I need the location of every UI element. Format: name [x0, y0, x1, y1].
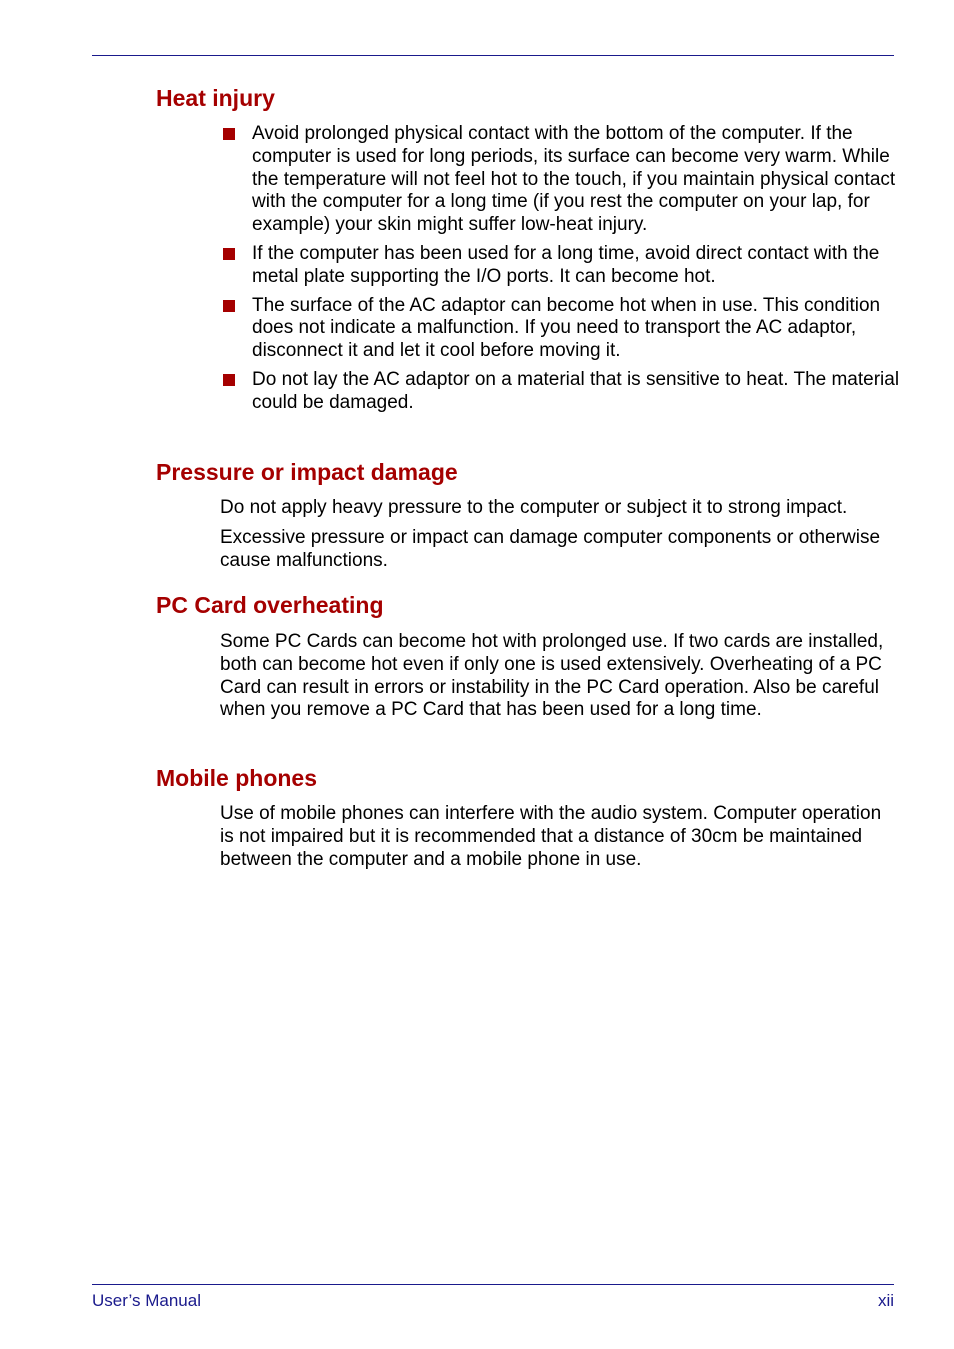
footer-rule: [92, 1284, 894, 1285]
square-bullet-icon: [223, 300, 235, 312]
section-heading-mobile-phones: Mobile phones: [156, 765, 317, 791]
bullet-text: The surface of the AC adaptor can become hot when in use. This condition does not indicate a malfunction. If you need to transport the AC adaptor, disconnect it and let it cool before moving it.: [252, 294, 881, 362]
bullet-text: If the computer has been used for a long time, avoid direct contact with the metal plate supporting the I/O ports. It can become hot.: [252, 242, 880, 287]
footer-manual-title: User’s Manual: [92, 1291, 201, 1310]
square-bullet-icon: [223, 128, 235, 140]
paragraph: Excessive pressure or impact can damage computer components or otherwise cause malfunctions.: [220, 526, 881, 571]
bullet-text: Do not lay the AC adaptor on a material that is sensitive to heat. The material could be damaged.: [252, 368, 900, 413]
list-item: [220, 295, 900, 363]
bullet-text: Avoid prolonged physical contact with the bottom of the computer. If the computer is used for long periods, its surface can become very warm. While the temperature will not feel hot to the touch, if you maintain physical contact with the computer for a long time (if you rest the computer on your lap, for example) your skin might suffer low-heat injury.: [252, 123, 896, 236]
mobile-phones-body: [220, 803, 900, 878]
square-bullet-icon: [223, 248, 235, 260]
section-heading-pc-card-overheating: PC Card overheating: [156, 592, 384, 618]
section-heading-heat-injury: Heat injury: [156, 85, 275, 111]
paragraph: Use of mobile phones can interfere with the audio system. Computer operation is not impaired but it is recommended that a distance of 30cm be maintained between the computer and a mobile phone in use.: [220, 803, 882, 870]
square-bullet-icon: [223, 374, 235, 386]
list-item: [220, 243, 900, 289]
pc-card-overheating-body: [220, 631, 900, 729]
footer-page-number: xii: [877, 1291, 894, 1310]
header-rule: [92, 55, 894, 56]
list-item: [220, 123, 900, 237]
pressure-damage-body: [220, 497, 900, 579]
list-item: [220, 369, 900, 415]
heat-injury-list: [220, 123, 900, 421]
paragraph: Some PC Cards can become hot with prolonged use. If two cards are installed, both can become hot even if only one is used extensively. Overheating of a PC Card can result in errors or instability in the PC Card operation. Also be careful when you remove a PC Card that has been used for a long time.: [220, 631, 884, 721]
paragraph: Do not apply heavy pressure to the computer or subject it to strong impact.: [220, 497, 848, 518]
section-heading-pressure-damage: Pressure or impact damage: [156, 459, 458, 485]
